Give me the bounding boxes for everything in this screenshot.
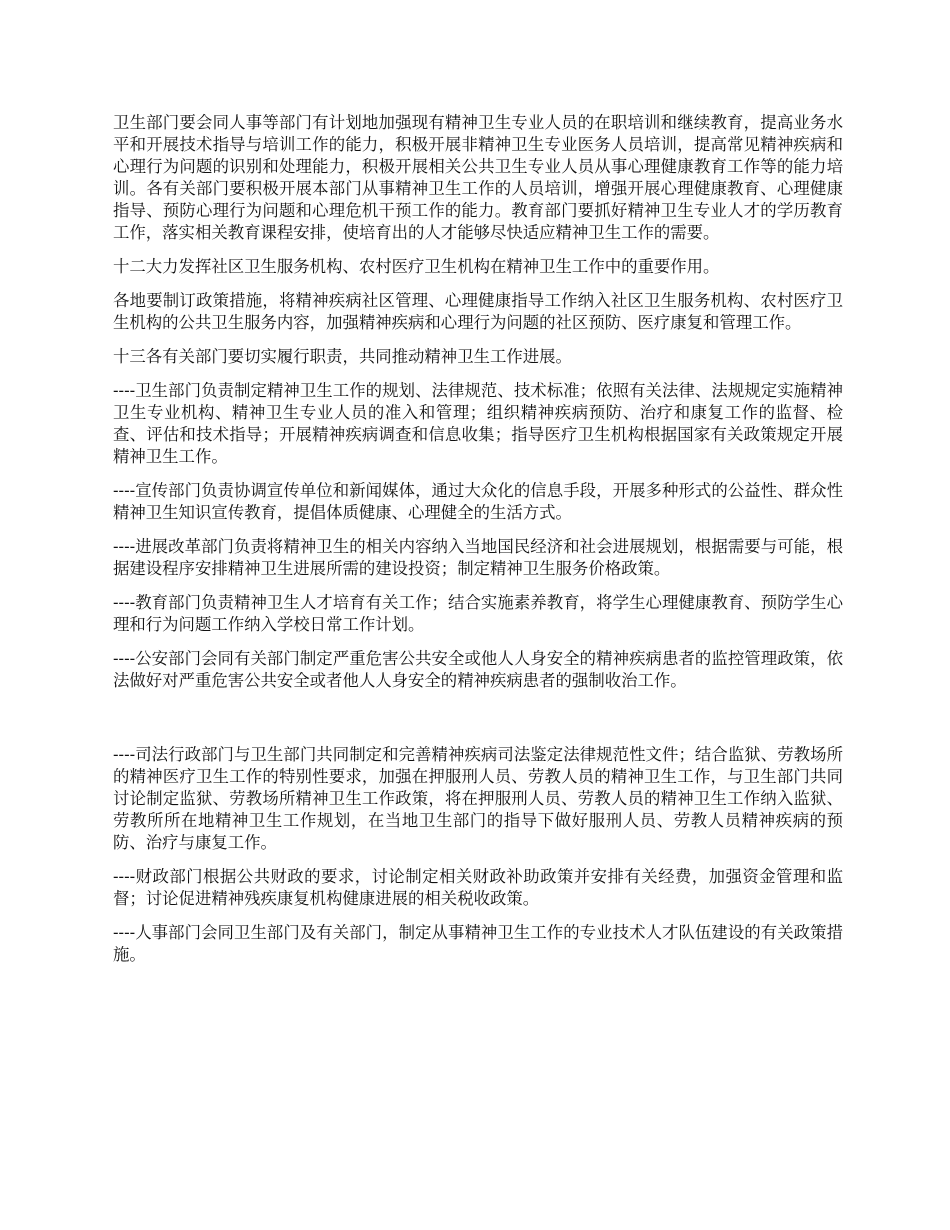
paragraph-personnel-department: ----人事部门会同卫生部门及有关部门，制定从事精神卫生工作的专业技术人才队伍建设的有关政策措施。 bbox=[113, 923, 843, 964]
paragraph-staff-training: 卫生部门要会同人事等部门有计划地加强现有精神卫生专业人员的在职培训和继续教育，提高业务水平和开展技术指导与培训工作的能力，积极开展非精神卫生专业医务人员培训，提高常见精神疾病和心理行为问题的识别和处理能力，积极开展相关公共卫生专业人员从事心理健康教育工作等的能力培训。各有关部门要积极开展本部门从事精神卫生工作的人员培训，增强开展心理健康教育、心理健康指导、预防心理行为问题和心理危机干预工作的能力。教育部门要抓好精神卫生专业人才的学历教育工作，落实相关教育课程安排，使培育出的人才能够尽快适应精神卫生工作的需要。 bbox=[113, 113, 843, 242]
paragraph-development-reform-department: ----进展改革部门负责将精神卫生的相关内容纳入当地国民经济和社会进展规划，根据需要与可能，根据建设程序安排精神卫生进展所需的建设投资；制定精神卫生服务价格政策。 bbox=[113, 537, 843, 578]
paragraph-education-department: ----教育部门负责精神卫生人才培育有关工作；结合实施素养教育，将学生心理健康教育、预防学生心理和行为问题工作纳入学校日常工作计划。 bbox=[113, 593, 843, 634]
document-page bbox=[113, 112, 843, 978]
paragraph-health-department: ----卫生部门负责制定精神卫生工作的规划、法律规范、技术标准；依照有关法律、法规规定实施精神卫生专业机构、精神卫生专业人员的准入和管理；组织精神疾病预防、治疗和康复工作的监督、检查、评估和技术指导；开展精神疾病调查和信息收集；指导医疗卫生机构根据国家有关政策规定开展精神卫生工作。 bbox=[113, 381, 843, 466]
paragraph-public-security-department: ----公安部门会同有关部门制定严重危害公共安全或他人人身安全的精神疾病患者的监控管理政策，依法做好对严重危害公共安全或者他人人身安全的精神疾病患者的强制收治工作。 bbox=[113, 649, 843, 690]
paragraph-finance-department: ----财政部门根据公共财政的要求，讨论制定相关财政补助政策并安排有关经费，加强资金管理和监督；讨论促进精神残疾康复机构健康进展的相关税收政策。 bbox=[113, 867, 843, 908]
paragraph-gap bbox=[113, 704, 843, 744]
paragraph-publicity-department: ----宣传部门负责协调宣传单位和新闻媒体，通过大众化的信息手段，开展多种形式的公益性、群众性精神卫生知识宣传教育，提倡体质健康、心理健全的生活方式。 bbox=[113, 481, 843, 522]
section-heading-13: 十三各有关部门要切实履行职责，共同推动精神卫生工作进展。 bbox=[113, 347, 572, 366]
section-heading-12: 十二大力发挥社区卫生服务机构、农村医疗卫生机构在精神卫生工作中的重要作用。 bbox=[113, 257, 720, 276]
paragraph-community-services: 各地要制订政策措施，将精神疾病社区管理、心理健康指导工作纳入社区卫生服务机构、农村医疗卫生机构的公共卫生服务内容，加强精神疾病和心理行为问题的社区预防、医疗康复和管理工作。 bbox=[113, 291, 843, 332]
paragraph-judicial-department: ----司法行政部门与卫生部门共同制定和完善精神疾病司法鉴定法律规范性文件；结合监狱、劳教场所的精神医疗卫生工作的特别性要求，加强在押服刑人员、劳教人员的精神卫生工作，与卫生部门共同讨论制定监狱、劳教场所精神卫生工作政策，将在押服刑人员、劳教人员的精神卫生工作纳入监狱、劳教所所在地精神卫生工作规划，在当地卫生部门的指导下做好服刑人员、劳教人员精神疾病的预防、治疗与康复工作。 bbox=[113, 745, 843, 852]
